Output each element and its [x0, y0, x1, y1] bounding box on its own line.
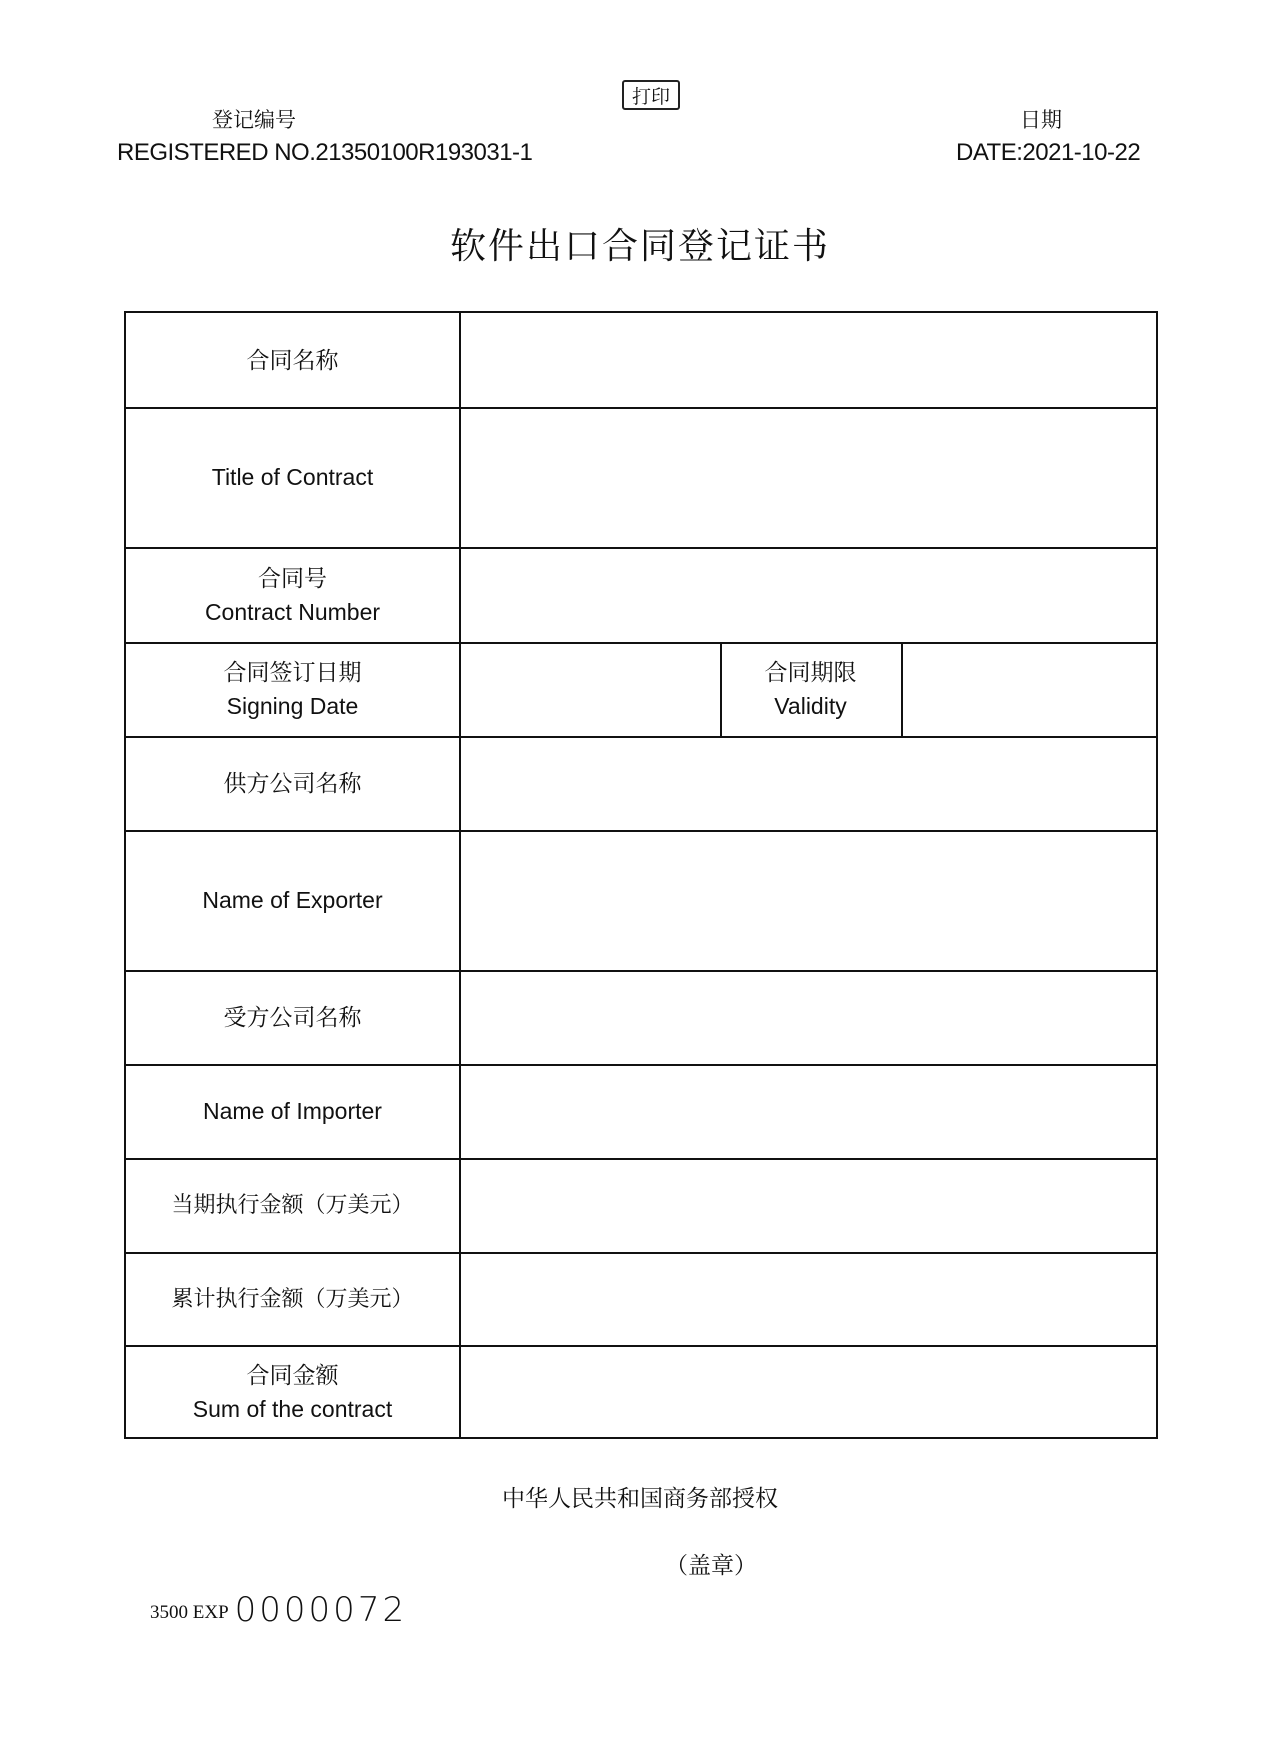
value-title-of-contract — [461, 407, 1156, 547]
label-importer-name-cn — [126, 970, 459, 1064]
serial-digits: 0000072 — [234, 1590, 408, 1630]
value-name-of-exporter — [461, 830, 1156, 970]
label-text: Title of Contract — [211, 464, 374, 490]
value-current-amount — [461, 1158, 1156, 1252]
label-current-amount — [126, 1158, 459, 1252]
seal-note: （盖章） — [665, 1552, 757, 1578]
label-text-en: Signing Date — [226, 693, 359, 719]
registered-no: REGISTERED NO.21350100R193031-1 — [117, 139, 533, 166]
label-text-en: Contract Number — [204, 598, 381, 625]
label-text-en: Validity — [774, 693, 847, 719]
label-contract-name-cn — [126, 313, 459, 407]
label-signing-date — [126, 642, 459, 736]
value-contract-number — [461, 547, 1156, 642]
value-importer-name-cn — [461, 970, 1156, 1064]
document-title: 软件出口合同登记证书 — [449, 225, 830, 266]
label-text-cn: 合同金额 — [246, 1362, 339, 1388]
label-text: 合同名称 — [246, 347, 339, 373]
label-text-en: Sum of the contract — [192, 1396, 393, 1422]
registered-no-label: 登记编号 — [212, 109, 296, 132]
value-contract-sum — [461, 1345, 1156, 1439]
label-text: 当期执行金额（万美元） — [171, 1192, 414, 1217]
label-text: 供方公司名称 — [223, 770, 362, 796]
contract-registration-table — [124, 311, 1158, 1439]
label-name-of-exporter — [126, 830, 459, 970]
label-cumulative-amount — [126, 1252, 459, 1345]
label-text: Name of Importer — [203, 1098, 382, 1124]
label-text: 受方公司名称 — [223, 1004, 362, 1030]
label-text: 累计执行金额（万美元） — [171, 1285, 414, 1311]
label-contract-sum — [126, 1345, 459, 1439]
date-label: 日期 — [1020, 109, 1062, 132]
label-title-of-contract — [126, 407, 459, 547]
serial-number — [150, 1590, 407, 1630]
value-signing-date — [461, 642, 720, 736]
issuing-authority: 中华人民共和国商务部授权 — [502, 1485, 778, 1511]
value-contract-name — [461, 313, 1156, 407]
label-name-of-importer — [126, 1064, 459, 1158]
print-stamp-label: 打印 — [631, 86, 670, 108]
value-validity — [903, 642, 1156, 736]
label-exporter-name-cn — [126, 736, 459, 830]
value-name-of-importer — [461, 1064, 1156, 1158]
label-text-cn: 合同号 — [258, 564, 327, 591]
label-validity — [720, 642, 901, 736]
value-cumulative-amount — [461, 1252, 1156, 1345]
issue-date: DATE:2021-10-22 — [956, 139, 1141, 166]
label-text-cn: 合同期限 — [764, 659, 857, 685]
print-stamp — [622, 80, 680, 110]
value-exporter-name-cn — [461, 736, 1156, 830]
label-text-cn: 合同签订日期 — [223, 659, 362, 685]
serial-prefix: 3500 EXP — [150, 1602, 229, 1623]
label-contract-number — [126, 547, 459, 642]
label-text: Name of Exporter — [202, 887, 383, 913]
